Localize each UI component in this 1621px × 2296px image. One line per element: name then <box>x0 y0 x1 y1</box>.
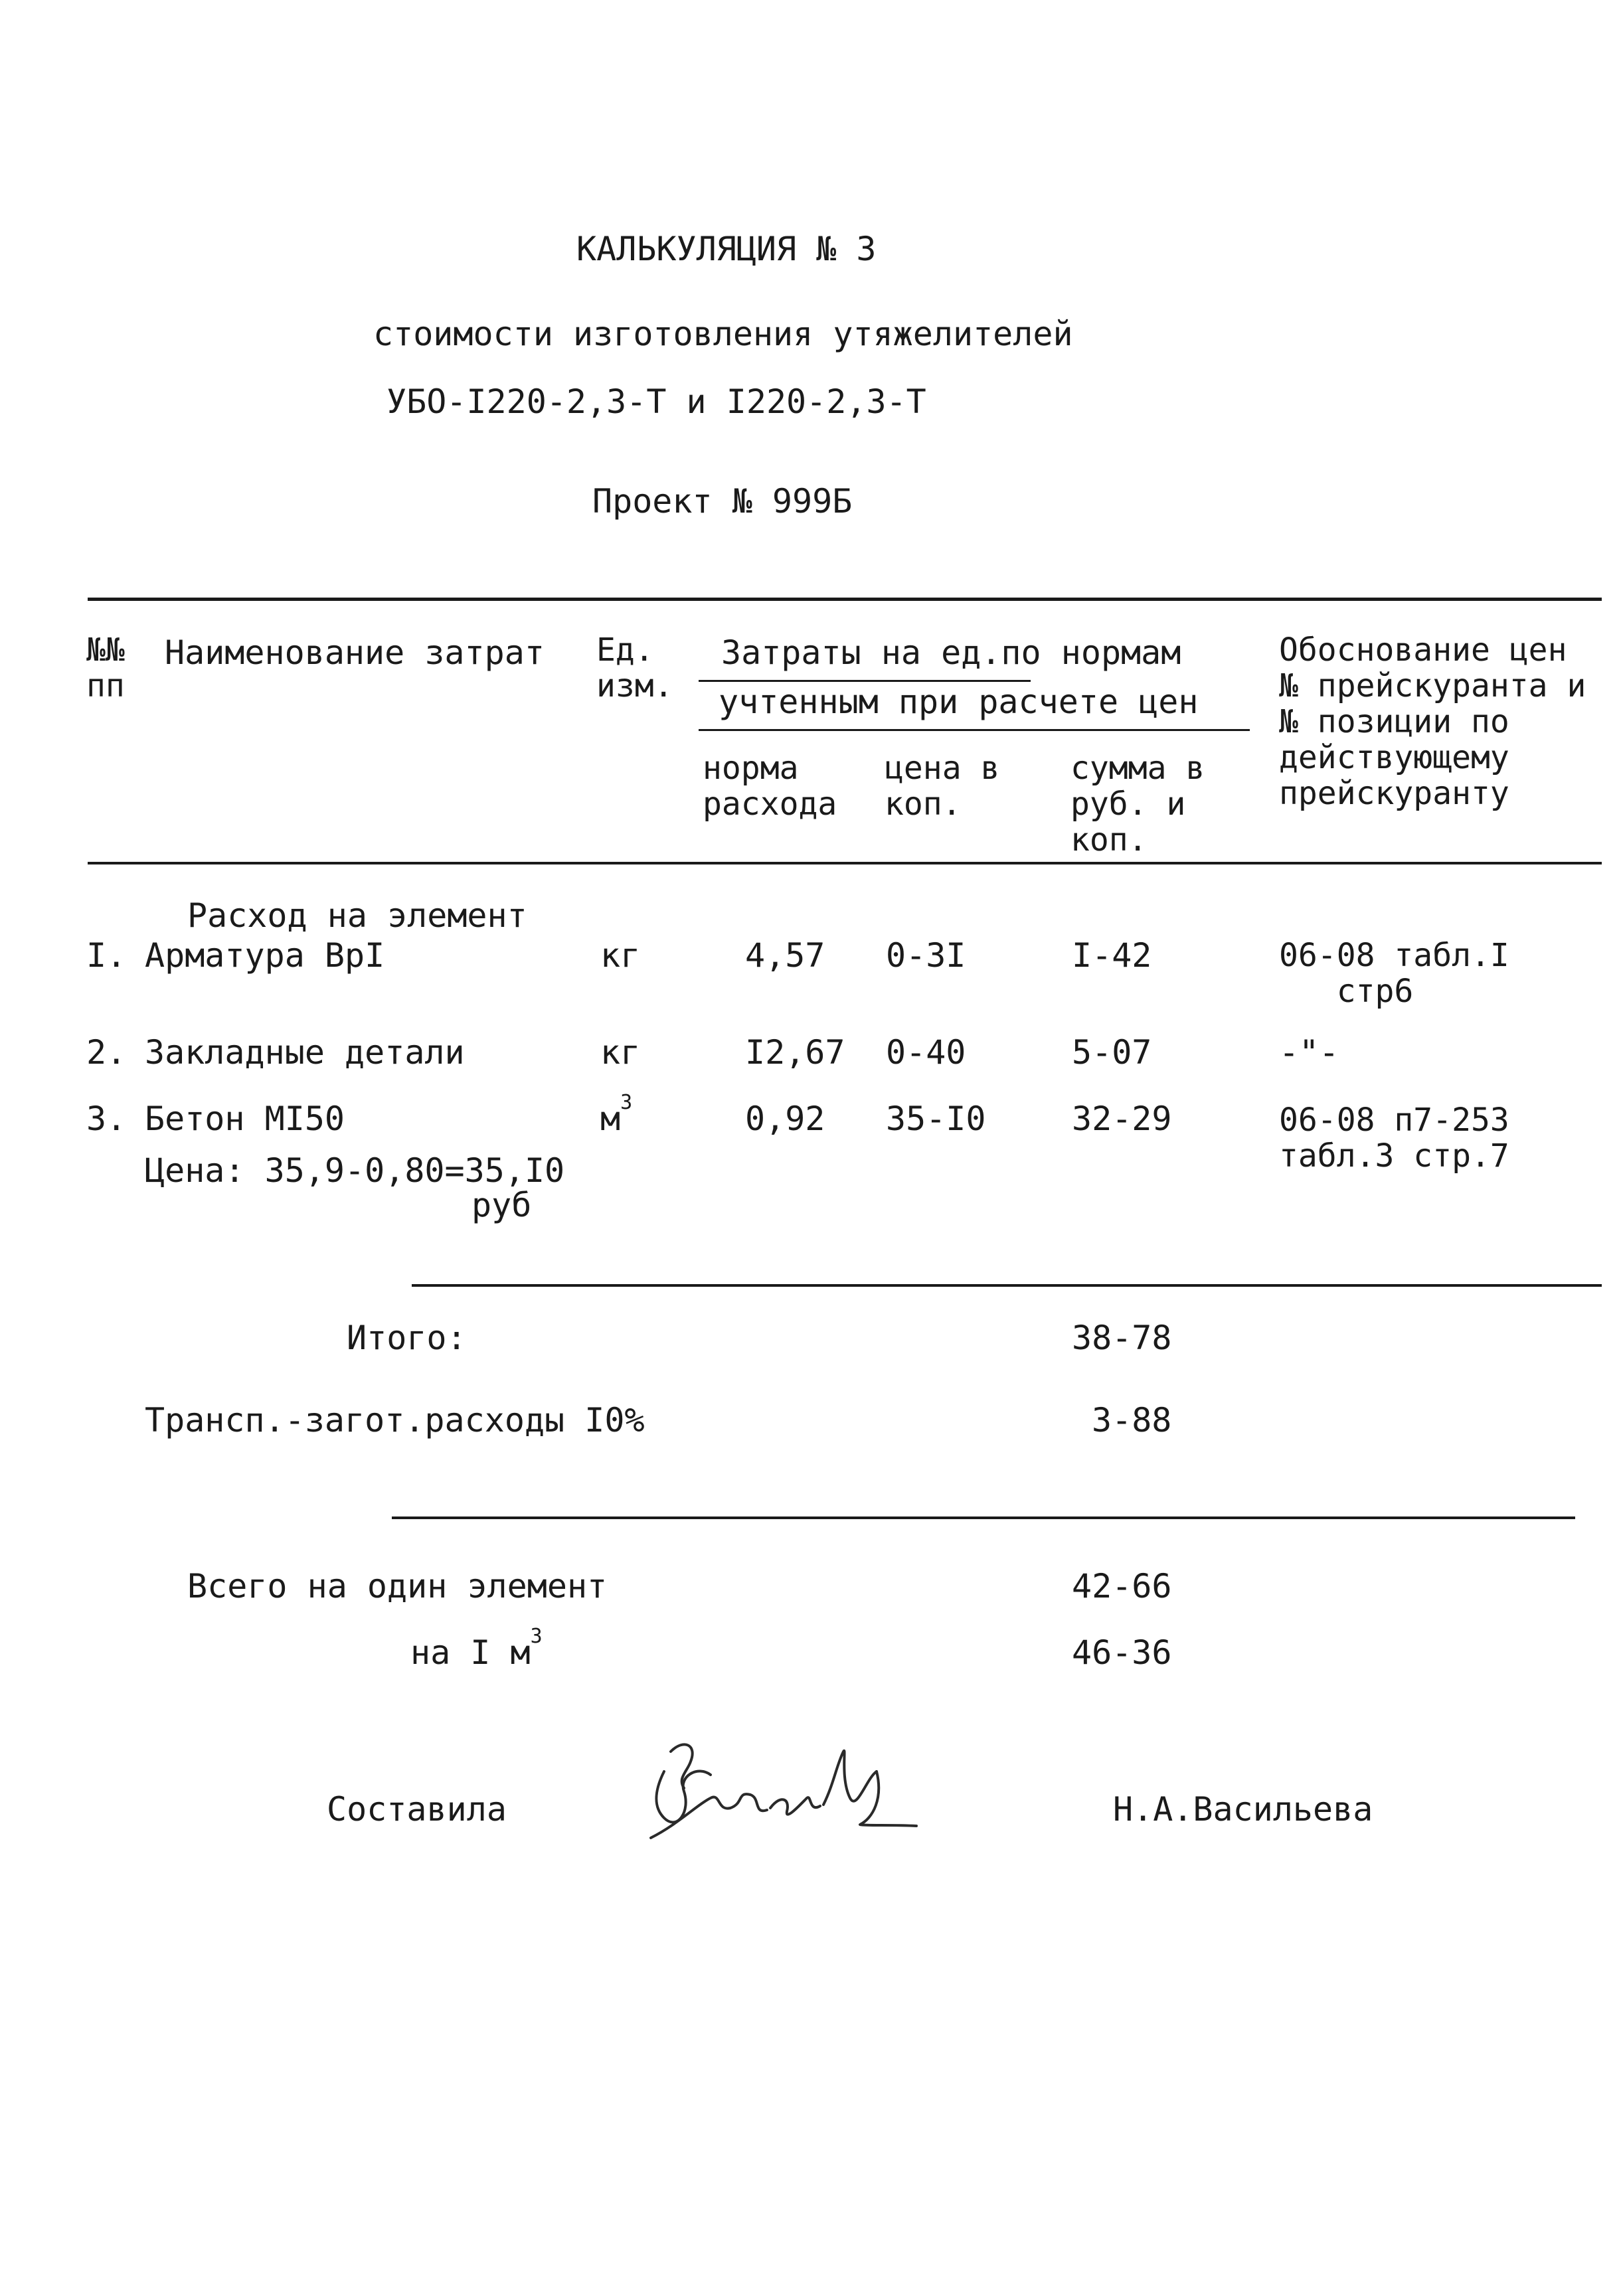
product-codes: УБО-I220-2,3-Т и I220-2,3-Т <box>386 382 926 421</box>
row-3-sum: 32-29 <box>1072 1100 1172 1138</box>
row-3-name: Бетон МI50 <box>145 1100 345 1138</box>
itogo-label: Итого: <box>347 1319 467 1357</box>
project-number: Проект № 999Б <box>592 482 853 521</box>
total-value: 42-66 <box>1072 1567 1172 1605</box>
row-1-norm: 4,57 <box>745 936 825 975</box>
grand-total-rule <box>392 1517 1575 1519</box>
itogo-value: 38-78 <box>1072 1319 1172 1357</box>
document-subtitle: стоимости изготовления утяжелителей <box>373 315 1073 353</box>
col-header-costs: Затраты на ед.по нормам <box>721 633 1181 672</box>
col-header-basis: Обоснование цен № прейскуранта и № позиции по действующему прейскуранту <box>1279 631 1586 812</box>
row-1-sum: I-42 <box>1072 936 1152 975</box>
row-1-num: I. <box>86 936 127 975</box>
row-1-unit: кг <box>600 936 641 975</box>
transport-value: 3-88 <box>1092 1401 1172 1439</box>
row-2-unit: кг <box>600 1033 641 1072</box>
section-label: Расход на элемент <box>187 896 527 935</box>
document-title: КАЛЬКУЛЯЦИЯ № 3 <box>576 230 877 268</box>
col-header-norm: норма расхода <box>703 750 837 823</box>
col-header-price: цена в коп. <box>885 750 1000 823</box>
table-header-bottom-rule <box>88 862 1602 864</box>
row-3-unit: $м^3$ <box>600 1091 633 1138</box>
compiled-by-label: Составила <box>327 1790 507 1829</box>
col-header-num: №№ пп <box>86 631 125 704</box>
col-header-sum: сумма в руб. и коп. <box>1070 750 1205 859</box>
totals-rule <box>412 1284 1602 1287</box>
price-note-unit: руб <box>471 1186 532 1224</box>
per-m3-value: 46-36 <box>1072 1633 1172 1672</box>
table-top-rule <box>88 598 1602 601</box>
price-note: Цена: 35,9-0,80=35,I0 <box>145 1151 565 1190</box>
row-2-name: Закладные детали <box>145 1033 465 1072</box>
col-header-unit: Ед. изм. <box>596 631 673 704</box>
row-2-num: 2. <box>86 1033 127 1072</box>
row-1-price: 0-3I <box>886 936 966 975</box>
per-m3-label: на I $м^3$ <box>410 1625 543 1672</box>
row-3-norm: 0,92 <box>745 1100 825 1138</box>
per-m3-superscript: 3 <box>530 1625 543 1648</box>
col-header-costs-sub: учтенным при расчете цен <box>719 683 1199 721</box>
row-3-unit-superscript: 3 <box>620 1091 633 1114</box>
row-2-norm: I2,67 <box>745 1033 845 1072</box>
row-1-name: Арматура ВрI <box>145 936 385 975</box>
row-2-sum: 5-07 <box>1072 1033 1152 1072</box>
transport-label: Трансп.-загот.расходы I0% <box>145 1401 645 1439</box>
row-3-num: 3. <box>86 1100 127 1138</box>
handwritten-signature <box>638 1725 930 1851</box>
row-2-basis: -"- <box>1279 1033 1339 1072</box>
row-3-price: 35-I0 <box>886 1100 986 1138</box>
row-3-basis: 06-08 п7-253 табл.3 стр.7 <box>1279 1102 1509 1175</box>
compiler-name: Н.А.Васильева <box>1113 1790 1373 1829</box>
costs-header-underline <box>699 680 1031 682</box>
row-2-price: 0-40 <box>886 1033 966 1072</box>
row-1-basis: 06-08 табл.I стр6 <box>1279 937 1509 1010</box>
total-label: Всего на один элемент <box>187 1567 608 1605</box>
costs-subheader-rule <box>699 729 1250 731</box>
col-header-name: Наименование затрат <box>165 633 545 672</box>
